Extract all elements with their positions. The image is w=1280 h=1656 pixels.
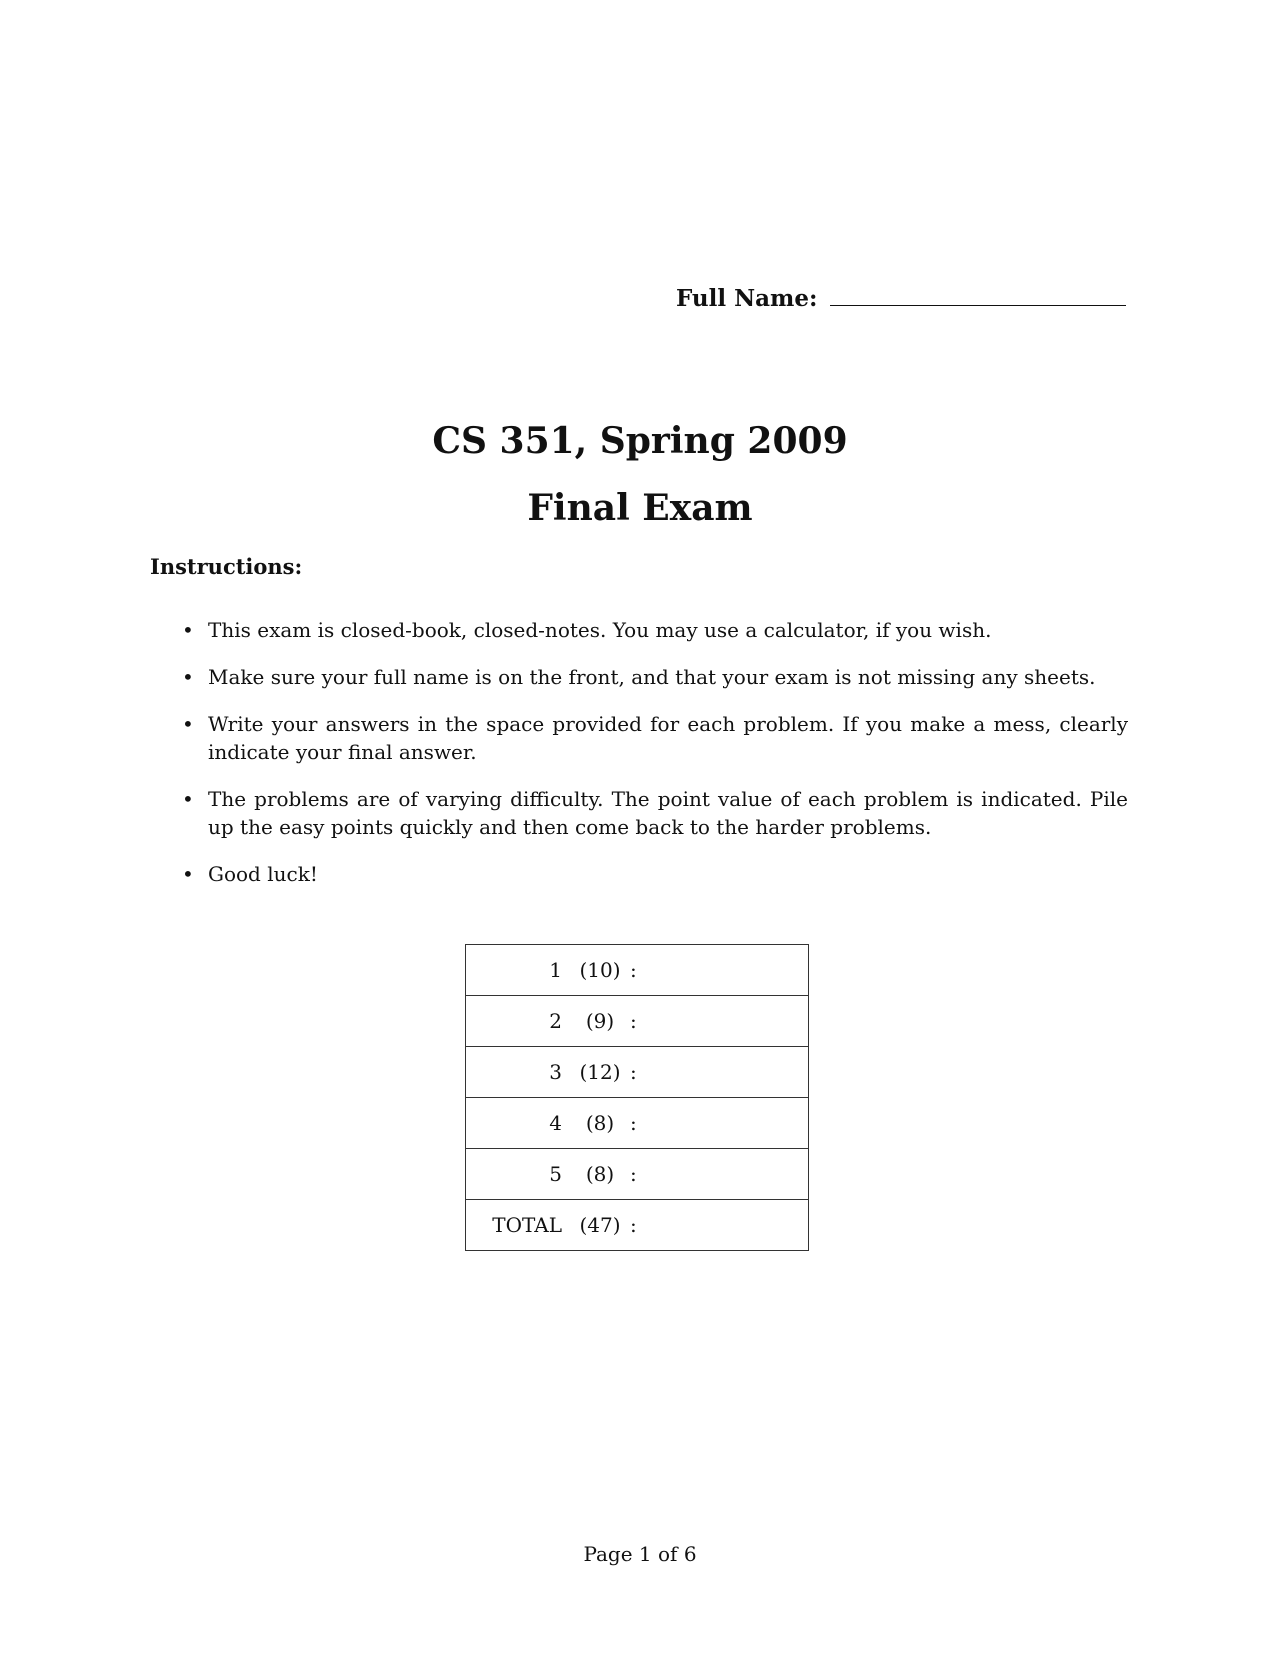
score-blank[interactable] — [650, 1149, 809, 1200]
problem-points: (10) — [570, 945, 630, 996]
problem-points: (9) — [570, 996, 630, 1047]
score-row-2 — [466, 996, 809, 1047]
problem-number: 4 — [466, 1098, 571, 1149]
problem-number: 2 — [466, 996, 571, 1047]
score-table — [465, 944, 809, 1251]
problem-number: 3 — [466, 1047, 571, 1098]
score-row-1 — [466, 945, 809, 996]
score-blank[interactable] — [650, 1098, 809, 1149]
problem-points: (8) — [570, 1098, 630, 1149]
score-colon: : — [630, 1047, 650, 1098]
score-blank[interactable] — [650, 1047, 809, 1098]
total-score-blank[interactable] — [650, 1200, 809, 1251]
instruction-item: • Make sure your full name is on the front, and that your exam is not missing any sheets. — [180, 663, 1128, 691]
score-blank[interactable] — [650, 996, 809, 1047]
problem-points: (12) — [570, 1047, 630, 1098]
score-colon: : — [630, 1098, 650, 1149]
page-number: Page 1 of 6 — [583, 1542, 697, 1566]
total-points: (47) — [570, 1200, 630, 1251]
instruction-item: • This exam is closed-book, closed-notes. You may use a calculator, if you wish. — [180, 616, 1128, 644]
instructions-heading: Instructions: — [150, 554, 303, 579]
score-blank[interactable] — [650, 945, 809, 996]
exam-title: Final Exam — [527, 487, 753, 529]
score-row-4 — [466, 1098, 809, 1149]
course-title: CS 351, Spring 2009 — [432, 420, 848, 462]
problem-points: (8) — [570, 1149, 630, 1200]
full-name-label: Full Name: — [676, 285, 818, 312]
instruction-item: • Good luck! — [180, 860, 1128, 888]
problem-number: 1 — [466, 945, 571, 996]
score-colon: : — [630, 1200, 650, 1251]
instruction-item: • Write your answers in the space provided for each problem. If you make a mess, clearly indicate your final answer. — [180, 710, 1128, 766]
total-label: TOTAL — [466, 1200, 571, 1251]
full-name-blank-line[interactable] — [830, 305, 1126, 306]
full-name-field — [676, 276, 1126, 312]
problem-number: 5 — [466, 1149, 571, 1200]
score-colon: : — [630, 1149, 650, 1200]
score-colon: : — [630, 945, 650, 996]
score-row-5 — [466, 1149, 809, 1200]
instructions-list — [180, 616, 1128, 907]
score-row-total — [466, 1200, 809, 1251]
score-row-3 — [466, 1047, 809, 1098]
instruction-item: • The problems are of varying difficulty. The point value of each problem is indicated. Pile up the easy points quickly and then come back to the harder problems. — [180, 785, 1128, 841]
score-colon: : — [630, 996, 650, 1047]
